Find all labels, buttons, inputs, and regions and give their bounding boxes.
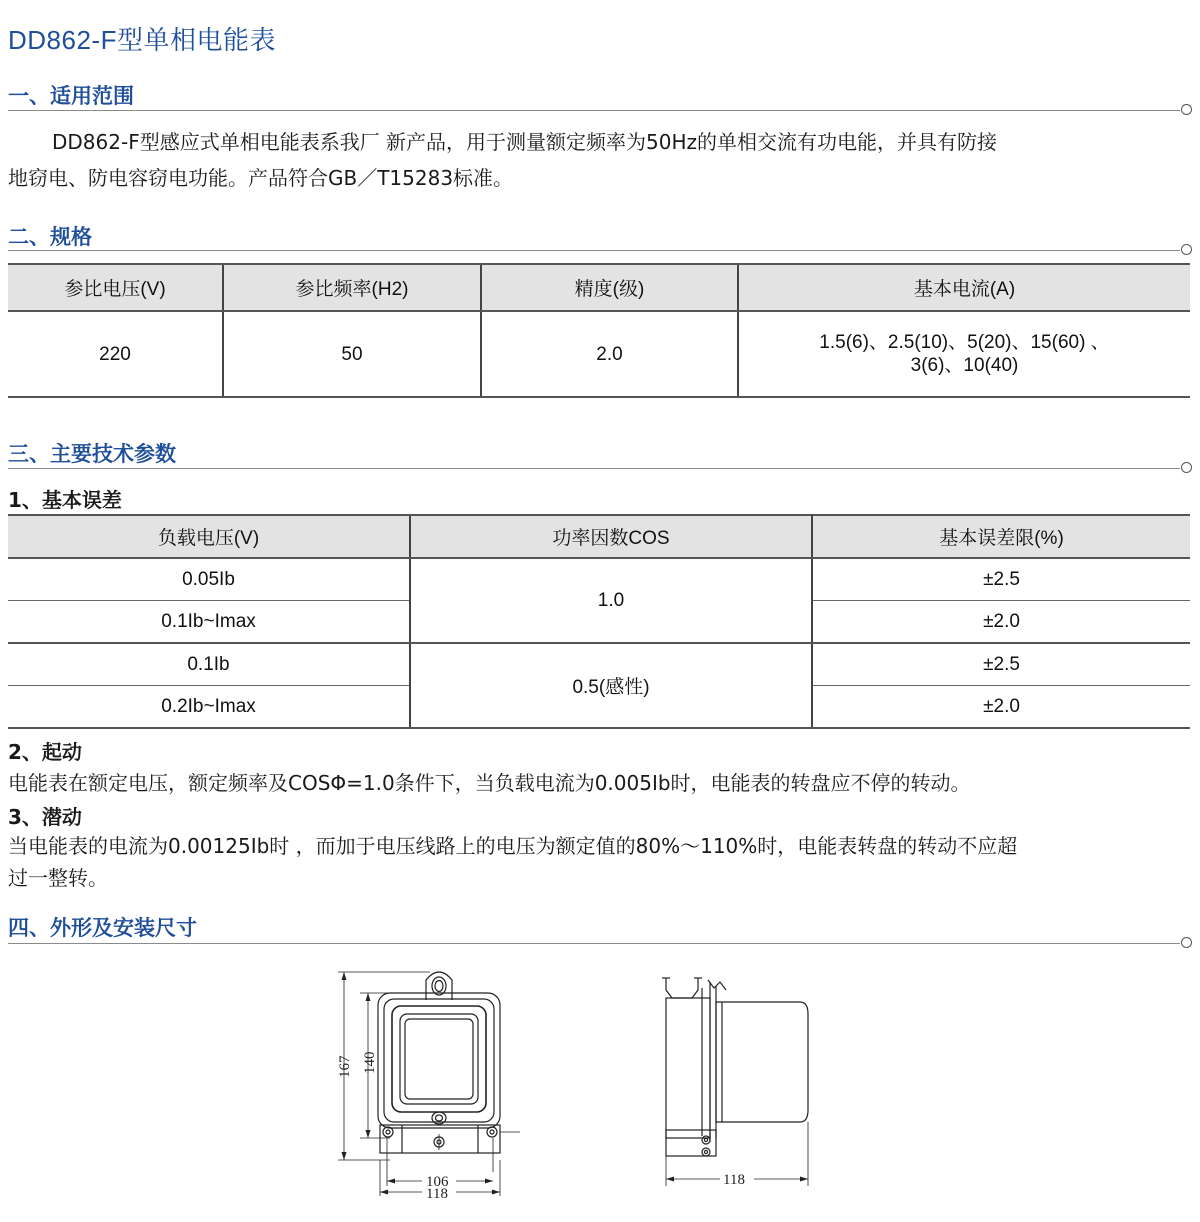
spec-header-accuracy: 精度(级) <box>481 264 738 311</box>
error-limit-cell: ±2.5 <box>812 558 1190 601</box>
front-view <box>337 972 520 1202</box>
spec-voltage-cell: 220 <box>8 311 223 397</box>
subheading-startup: 2、起动 <box>8 740 82 764</box>
spec-header-voltage: 参比电压(V) <box>8 264 223 311</box>
spec-current-cell <box>738 311 1190 397</box>
creep-text-line2: 过一整转。 <box>8 866 108 890</box>
dimension-drawing <box>330 960 820 1205</box>
error-load-cell: 0.1Ib~Imax <box>8 601 410 644</box>
dim-front-height-outer: 167 <box>337 1055 353 1078</box>
scope-paragraph <box>8 124 1190 196</box>
startup-text: 电能表在额定电压，额定频率及COSΦ=1.0条件下，当负载电流为0.005Ib时，电能表的转盘应不停的转动。 <box>8 771 971 795</box>
scope-paragraph-line2: 地窃电、防电容窃电功能。产品符合GB／T15283标准。 <box>8 166 514 190</box>
table-row <box>8 558 1190 601</box>
subheading-creep: 3、潜动 <box>8 805 82 829</box>
subheading-basic-error: 1、基本误差 <box>8 488 122 512</box>
error-limit-cell: ±2.0 <box>812 686 1190 729</box>
spec-header-current: 基本电流(A) <box>738 264 1190 311</box>
error-table <box>8 514 1190 729</box>
table-row <box>8 643 1190 686</box>
error-limit-cell: ±2.5 <box>812 643 1190 686</box>
error-header-pf: 功率因数COS <box>410 515 812 558</box>
dim-front-height-inner: 140 <box>362 1051 378 1074</box>
divider-end-circle <box>1181 462 1192 473</box>
error-load-cell: 0.1Ib <box>8 643 410 686</box>
section-heading-spec: 二、规格 <box>8 225 92 249</box>
divider-end-circle <box>1181 937 1192 948</box>
creep-text <box>8 830 1190 894</box>
page-title: DD862-F型单相电能表 <box>8 25 276 55</box>
error-pf-cell: 1.0 <box>410 558 812 643</box>
error-load-cell: 0.2Ib~Imax <box>8 686 410 729</box>
dim-front-width-inner: 106 <box>426 1174 449 1190</box>
error-limit-cell: ±2.0 <box>812 601 1190 644</box>
spec-current-line2: 3(6)、10(40) <box>910 355 1019 376</box>
section-divider <box>8 468 1180 469</box>
error-header-limit: 基本误差限(%) <box>812 515 1190 558</box>
dim-side-depth: 118 <box>723 1172 745 1188</box>
side-view <box>662 978 808 1188</box>
divider-end-circle <box>1181 244 1192 255</box>
error-pf-cell: 0.5(感性) <box>410 643 812 728</box>
error-header-load: 负载电压(V) <box>8 515 410 558</box>
creep-text-line1: 当电能表的电流为0.00125Ib时 ，而加于电压线路上的电压为额定值的80%～110%时，电能表转盘的转动不应超 <box>8 834 1018 858</box>
spec-current-line1: 1.5(6)、2.5(10)、5(20)、15(60) 、 <box>819 332 1110 353</box>
section-heading-dimensions: 四、外形及安装尺寸 <box>8 916 197 940</box>
section-heading-scope: 一、适用范围 <box>8 84 134 108</box>
error-load-cell: 0.05Ib <box>8 558 410 601</box>
spec-frequency-cell: 50 <box>223 311 481 397</box>
dim-front-width-outer: 118 <box>426 1186 448 1202</box>
section-divider <box>8 250 1180 251</box>
section-heading-params: 三、主要技术参数 <box>8 442 176 466</box>
divider-end-circle <box>1181 104 1192 115</box>
spec-table-header <box>8 264 1190 311</box>
section-divider <box>8 943 1180 944</box>
section-divider <box>8 110 1180 111</box>
spec-header-frequency: 参比频率(H2) <box>223 264 481 311</box>
scope-paragraph-line1: DD862-F型感应式单相电能表系我厂 新产品，用于测量额定频率为50Hz的单相交流有功电能，并具有防接 <box>52 130 998 154</box>
spec-accuracy-cell: 2.0 <box>481 311 738 397</box>
spec-table <box>8 263 1190 398</box>
error-table-header <box>8 515 1190 558</box>
table-row <box>8 311 1190 397</box>
